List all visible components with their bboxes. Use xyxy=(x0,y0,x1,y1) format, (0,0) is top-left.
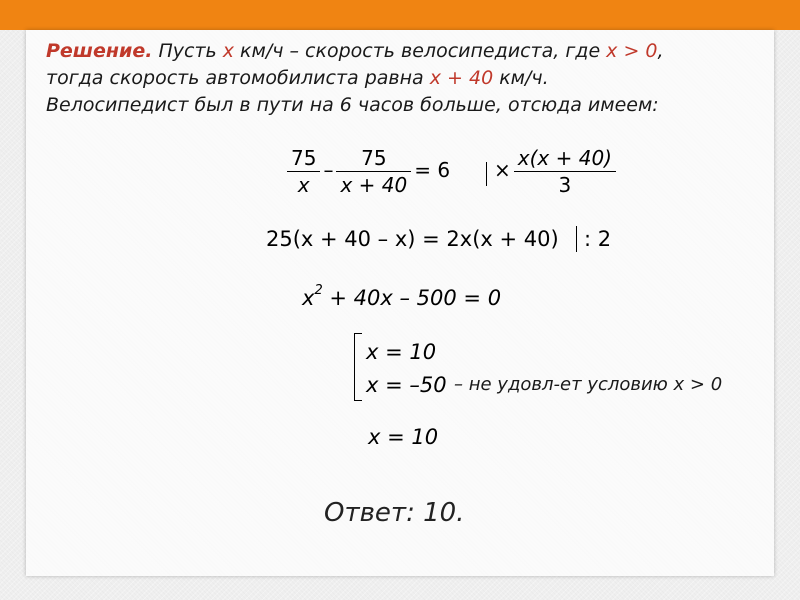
problem-statement xyxy=(46,38,776,119)
equation-1 xyxy=(284,148,450,195)
final-root: x = 10 xyxy=(368,425,439,449)
system-bracket xyxy=(354,333,362,401)
fraction-multiplier: $\frac{x(x + 40)}{3}$ xyxy=(514,148,616,195)
equals-six: = 6 xyxy=(414,158,451,182)
statement-line-3: Велосипедист был в пути на 6 часов больше, отсюда имеем: xyxy=(46,94,659,116)
minus-sign: – xyxy=(323,158,334,182)
car-speed-expression: x + 40 xyxy=(429,67,494,89)
fraction-75-over-x: $\frac{75}{x}$ xyxy=(287,148,320,195)
multiplier-expression xyxy=(494,148,619,195)
fraction-75-over-x-plus-40: $\frac{75}{x + 40}$ xyxy=(336,148,411,195)
root-rejection-note: – не удовл-ет условию x > 0 xyxy=(454,374,723,395)
operation-divider xyxy=(486,162,487,186)
statement-line-2: тогда скорость автомобилиста равна x + 40 км/ч. xyxy=(46,67,549,89)
system-root-2: x = –50 xyxy=(366,373,447,397)
solution-label: Решение. xyxy=(46,40,153,62)
variable-x: x xyxy=(222,40,234,62)
system-root-1: x = 10 xyxy=(366,340,437,364)
answer: Ответ: 10. xyxy=(324,498,465,528)
operation-divider-2 xyxy=(576,226,577,252)
times-sign: × xyxy=(494,158,511,182)
equation-2: 25(x + 40 – x) = 2x(x + 40) xyxy=(266,227,559,251)
top-accent-bar xyxy=(0,0,800,30)
equation-3: $x^2 + 40x - 500 = 0$ xyxy=(302,283,502,310)
divide-by-two: : 2 xyxy=(584,227,612,251)
statement-line-1: Решение. Пусть x км/ч – скорость велосипедиста, где x > 0, xyxy=(46,40,664,62)
condition-x-positive: x > 0 xyxy=(606,40,658,62)
